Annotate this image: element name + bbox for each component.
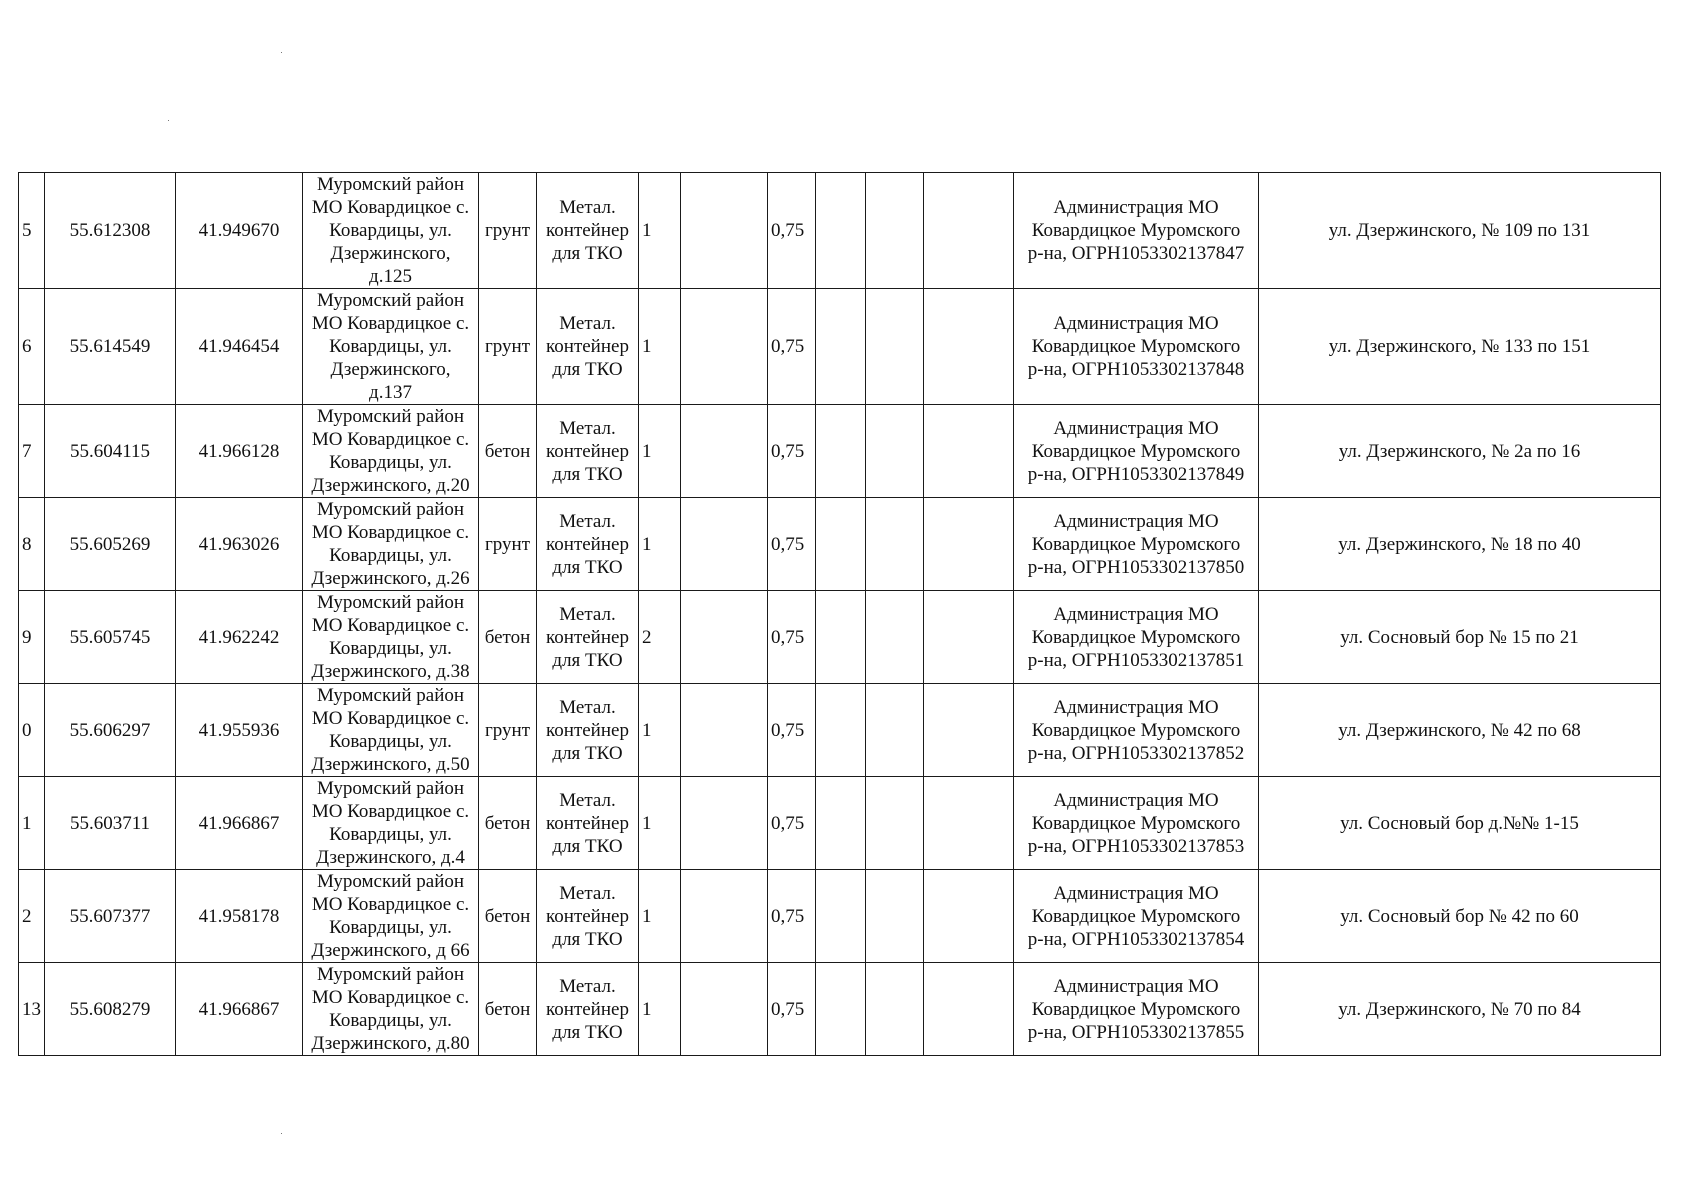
owner-cell-line: Ковардицкое Муромского [1031,336,1241,357]
container-type-cell [537,777,639,870]
scan-speck [281,1133,282,1134]
container-volume-cell: 0,75 [768,289,816,405]
owner-cell-line: Администрация МО [1053,510,1219,532]
owner-cell-line: р-на, ОГРН1053302137855 [1027,1021,1245,1043]
owner-cell [1014,777,1259,870]
container-type-cell-line: контейнер [546,812,629,834]
owner-cell [1014,591,1259,684]
table-row [19,498,1661,591]
surface-cell: бетон [479,405,537,498]
longitude-cell: 41.963026 [176,498,303,591]
owner-cell-line: Ковардицкое Муромского [1031,626,1241,648]
container-type-cell-line: Метал. [559,197,616,218]
address-cell-line: МО Ковардицкое с. [311,987,470,1008]
container-type-cell-line: Метал. [559,789,616,811]
container-type-cell-line: для ТКО [552,556,623,578]
row-number: 13 [19,963,45,1056]
empty-cell [866,173,924,289]
empty-cell [924,870,1014,963]
waste-source-cell: ул. Дзержинского, № 42 по 68 [1259,684,1661,777]
owner-cell-line: Администрация МО [1053,975,1219,997]
container-type-cell-line: контейнер [546,998,629,1020]
address-cell-line: Ковардицы, ул. [329,452,452,473]
owner-cell-line: р-на, ОГРН1053302137850 [1027,556,1245,578]
table-row [19,405,1661,498]
empty-cell [681,173,768,289]
empty-cell [816,777,866,870]
empty-cell [924,498,1014,591]
container-type-cell [537,405,639,498]
container-type-cell-line: Метал. [559,510,616,532]
container-volume-cell: 0,75 [768,405,816,498]
row-number: 9 [19,591,45,684]
address-cell-line: Ковардицы, ул. [329,638,452,659]
owner-cell-line: Администрация МО [1053,313,1219,334]
owner-cell-line: р-на, ОГРН1053302137854 [1027,928,1245,950]
waste-source-cell: ул. Дзержинского, № 18 по 40 [1259,498,1661,591]
address-cell-line: МО Ковардицкое с. [311,313,470,334]
owner-cell-line: р-на, ОГРН1053302137851 [1027,649,1245,671]
longitude-cell: 41.962242 [176,591,303,684]
empty-cell [866,498,924,591]
container-type-cell-line: для ТКО [552,1021,623,1043]
address-cell [303,963,479,1056]
table-row [19,173,1661,289]
container-type-cell [537,684,639,777]
empty-cell [866,684,924,777]
container-type-cell-line: Метал. [559,696,616,718]
owner-cell-line: Администрация МО [1053,603,1219,625]
address-cell [303,498,479,591]
row-number: 1 [19,777,45,870]
container-type-cell-line: для ТКО [552,359,623,380]
container-type-cell [537,173,639,289]
surface-cell: бетон [479,870,537,963]
container-type-cell-line: для ТКО [552,742,623,764]
container-type-cell-line: контейнер [546,440,629,462]
row-number: 6 [19,289,45,405]
empty-cell [816,870,866,963]
empty-cell [816,173,866,289]
owner-cell-line: Администрация МО [1053,789,1219,811]
container-type-cell-line: Метал. [559,603,616,625]
surface-cell: грунт [479,498,537,591]
owner-cell-line: Ковардицкое Муромского [1031,719,1241,741]
address-cell-line: МО Ковардицкое с. [311,615,470,636]
container-type-cell-line: Метал. [559,975,616,997]
empty-cell [681,591,768,684]
address-cell-line: Муромский район [316,964,465,985]
empty-cell [681,963,768,1056]
container-type-cell [537,870,639,963]
owner-cell-line: Ковардицкое Муромского [1031,998,1241,1020]
container-volume-cell: 0,75 [768,963,816,1056]
address-cell-line: д.125 [369,266,412,287]
empty-cell [816,591,866,684]
owner-cell-line: Ковардицкое Муромского [1031,220,1241,241]
container-type-cell-line: для ТКО [552,928,623,950]
longitude-cell: 41.966867 [176,777,303,870]
address-cell-line: Дзержинского, д 66 [311,940,470,961]
empty-cell [924,963,1014,1056]
address-cell-line: Муромский район [316,499,465,520]
container-volume-cell: 0,75 [768,684,816,777]
empty-cell [681,405,768,498]
longitude-cell: 41.946454 [176,289,303,405]
container-count-cell: 1 [639,289,681,405]
longitude-cell: 41.966128 [176,405,303,498]
container-type-cell [537,498,639,591]
latitude-cell: 55.605745 [45,591,176,684]
address-cell-line: Муромский район [316,871,465,892]
table-row [19,684,1661,777]
address-cell-line: Муромский район [316,685,465,706]
waste-source-cell: ул. Дзержинского, № 70 по 84 [1259,963,1661,1056]
longitude-cell: 41.966867 [176,963,303,1056]
table-body [19,173,1661,1056]
address-cell-line: Дзержинского, д.50 [311,754,470,775]
empty-cell [681,684,768,777]
container-count-cell: 1 [639,405,681,498]
address-cell-line: Ковардицы, ул. [329,824,452,845]
latitude-cell: 55.608279 [45,963,176,1056]
latitude-cell: 55.603711 [45,777,176,870]
owner-cell [1014,498,1259,591]
empty-cell [866,289,924,405]
owner-cell-line: Ковардицкое Муромского [1031,440,1241,462]
container-type-cell-line: контейнер [546,336,629,357]
address-cell-line: Дзержинского, д.38 [311,661,470,682]
container-volume-cell: 0,75 [768,777,816,870]
address-cell-line: Муромский район [316,592,465,613]
owner-cell-line: Администрация МО [1053,882,1219,904]
empty-cell [924,777,1014,870]
owner-cell [1014,289,1259,405]
container-type-cell-line: Метал. [559,882,616,904]
row-number: 0 [19,684,45,777]
row-number: 5 [19,173,45,289]
empty-cell [816,405,866,498]
address-cell-line: Дзержинского, д.4 [316,847,465,868]
table-row [19,289,1661,405]
address-cell-line: д.137 [369,382,412,403]
address-cell-line: МО Ковардицкое с. [311,801,470,822]
latitude-cell: 55.614549 [45,289,176,405]
empty-cell [924,405,1014,498]
container-count-cell: 1 [639,173,681,289]
latitude-cell: 55.612308 [45,173,176,289]
address-cell-line: Ковардицы, ул. [329,1010,452,1031]
owner-cell-line: р-на, ОГРН1053302137853 [1027,835,1245,857]
container-count-cell: 1 [639,870,681,963]
address-cell-line: Муромский район [316,174,465,195]
scan-speck [168,120,169,121]
empty-cell [866,591,924,684]
empty-cell [924,173,1014,289]
container-type-cell-line: для ТКО [552,835,623,857]
owner-cell [1014,870,1259,963]
owner-cell-line: Администрация МО [1053,417,1219,439]
container-volume-cell: 0,75 [768,870,816,963]
latitude-cell: 55.604115 [45,405,176,498]
empty-cell [816,498,866,591]
longitude-cell: 41.955936 [176,684,303,777]
address-cell-line: МО Ковардицкое с. [311,894,470,915]
empty-cell [816,684,866,777]
container-count-cell: 1 [639,684,681,777]
empty-cell [816,963,866,1056]
address-cell-line: Ковардицы, ул. [329,917,452,938]
container-type-cell-line: контейнер [546,220,629,241]
address-cell [303,777,479,870]
container-type-cell-line: для ТКО [552,463,623,485]
owner-cell-line: р-на, ОГРН1053302137848 [1027,359,1245,380]
container-type-cell-line: контейнер [546,719,629,741]
address-cell [303,405,479,498]
surface-cell: грунт [479,289,537,405]
container-type-cell-line: контейнер [546,533,629,555]
container-count-cell: 1 [639,963,681,1056]
scan-speck [281,52,282,53]
container-volume-cell: 0,75 [768,173,816,289]
address-cell [303,591,479,684]
waste-source-cell: ул. Дзержинского, № 109 по 131 [1259,173,1661,289]
waste-source-cell: ул. Сосновый бор № 42 по 60 [1259,870,1661,963]
waste-sites-table [18,172,1661,1056]
address-cell-line: Дзержинского, [330,359,451,380]
container-volume-cell: 0,75 [768,498,816,591]
empty-cell [924,591,1014,684]
address-cell-line: Муромский район [316,778,465,799]
surface-cell: бетон [479,963,537,1056]
surface-cell: грунт [479,173,537,289]
container-type-cell [537,591,639,684]
waste-source-cell: ул. Дзержинского, № 133 по 151 [1259,289,1661,405]
container-count-cell: 1 [639,777,681,870]
address-cell [303,173,479,289]
table-row [19,591,1661,684]
latitude-cell: 55.606297 [45,684,176,777]
container-type-cell-line: для ТКО [552,243,623,264]
address-cell-line: Дзержинского, д.80 [311,1033,470,1054]
owner-cell [1014,963,1259,1056]
surface-cell: бетон [479,591,537,684]
container-type-cell [537,289,639,405]
address-cell [303,289,479,405]
address-cell-line: МО Ковардицкое с. [311,708,470,729]
empty-cell [866,405,924,498]
container-type-cell-line: контейнер [546,626,629,648]
container-type-cell-line: контейнер [546,905,629,927]
latitude-cell: 55.607377 [45,870,176,963]
address-cell-line: Ковардицы, ул. [329,336,452,357]
container-volume-cell: 0,75 [768,591,816,684]
owner-cell-line: Администрация МО [1053,696,1219,718]
empty-cell [866,963,924,1056]
container-type-cell-line: для ТКО [552,649,623,671]
table-row [19,963,1661,1056]
empty-cell [681,289,768,405]
container-count-cell: 1 [639,498,681,591]
table-row [19,777,1661,870]
empty-cell [816,289,866,405]
address-cell-line: МО Ковардицкое с. [311,522,470,543]
address-cell-line: Муромский район [316,290,465,311]
container-type-cell-line: Метал. [559,417,616,439]
table-row [19,870,1661,963]
owner-cell [1014,173,1259,289]
waste-source-cell: ул. Дзержинского, № 2а по 16 [1259,405,1661,498]
address-cell-line: Ковардицы, ул. [329,220,452,241]
address-cell-line: Ковардицы, ул. [329,731,452,752]
owner-cell-line: р-на, ОГРН1053302137847 [1027,243,1245,264]
latitude-cell: 55.605269 [45,498,176,591]
waste-source-cell: ул. Сосновый бор № 15 по 21 [1259,591,1661,684]
address-cell-line: Муромский район [316,406,465,427]
longitude-cell: 41.949670 [176,173,303,289]
address-cell-line: Дзержинского, д.26 [311,568,470,589]
address-cell-line: МО Ковардицкое с. [311,197,470,218]
row-number: 7 [19,405,45,498]
row-number: 2 [19,870,45,963]
owner-cell-line: Ковардицкое Муромского [1031,905,1241,927]
surface-cell: бетон [479,777,537,870]
address-cell-line: Ковардицы, ул. [329,545,452,566]
waste-source-cell: ул. Сосновый бор д.№№ 1-15 [1259,777,1661,870]
empty-cell [681,777,768,870]
empty-cell [866,870,924,963]
owner-cell [1014,405,1259,498]
owner-cell [1014,684,1259,777]
address-cell-line: МО Ковардицкое с. [311,429,470,450]
empty-cell [681,870,768,963]
empty-cell [866,777,924,870]
longitude-cell: 41.958178 [176,870,303,963]
owner-cell-line: р-на, ОГРН1053302137849 [1027,463,1245,485]
address-cell-line: Дзержинского, д.20 [311,475,470,496]
owner-cell-line: Администрация МО [1053,197,1219,218]
row-number: 8 [19,498,45,591]
address-cell-line: Дзержинского, [330,243,451,264]
surface-cell: грунт [479,684,537,777]
container-count-cell: 2 [639,591,681,684]
owner-cell-line: Ковардицкое Муромского [1031,812,1241,834]
owner-cell-line: Ковардицкое Муромского [1031,533,1241,555]
address-cell [303,684,479,777]
empty-cell [924,684,1014,777]
address-cell [303,870,479,963]
empty-cell [681,498,768,591]
container-type-cell-line: Метал. [559,313,616,334]
container-type-cell [537,963,639,1056]
empty-cell [924,289,1014,405]
owner-cell-line: р-на, ОГРН1053302137852 [1027,742,1245,764]
